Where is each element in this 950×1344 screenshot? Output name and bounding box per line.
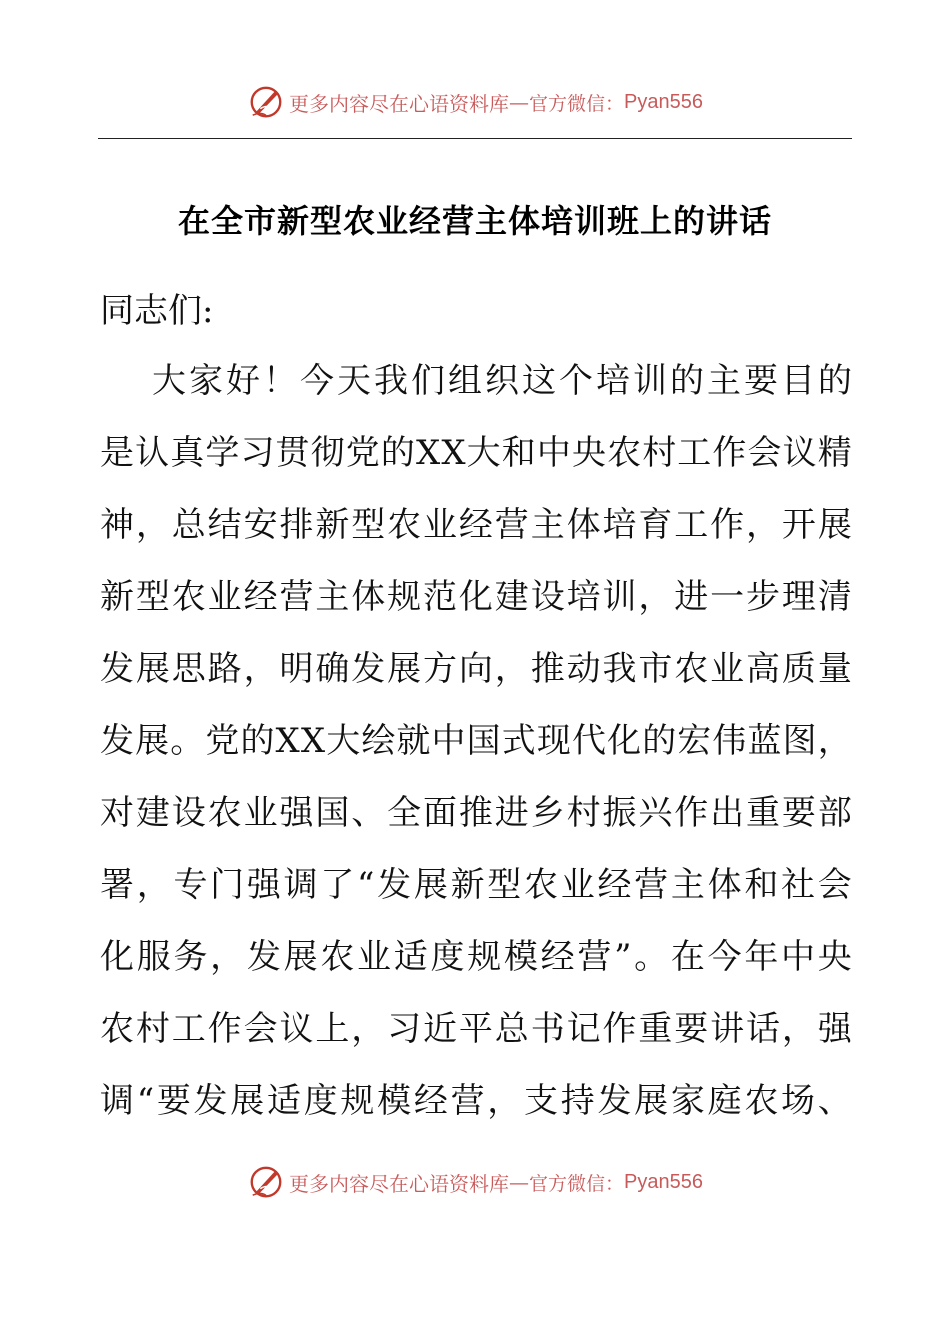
footer-banner <box>0 1162 950 1202</box>
body-line: 农 村 工 作 会 议 上 ， 习 近 平 总 书 记 作 重 要 讲 话 ， 强 <box>100 1009 852 1049</box>
banner-wechat-id: Pyan556 <box>624 1170 703 1193</box>
quill-pen-logo-icon <box>247 83 285 121</box>
body-line: 是 认 真 学 习 贯 彻 党 的 X X 大 和 中 央 农 村 工 作 会 议 精 <box>100 433 852 473</box>
quill-pen-logo-icon <box>247 1163 285 1201</box>
banner-wechat-label: 官方微信： <box>529 1172 625 1195</box>
banner-wechat-id: Pyan556 <box>624 90 703 113</box>
body-line: 调 “ 要 发 展 适 度 规 模 经 营 ， 支 持 发 展 家 庭 农 场 、 <box>100 1081 852 1121</box>
body-line: 大 家 好 ！ 今 天 我 们 组 织 这 个 培 训 的 主 要 目 的 <box>152 361 852 401</box>
body-line: 对 建 设 农 业 强 国 、 全 面 推 进 乡 村 振 兴 作 出 重 要 部 <box>100 793 852 833</box>
banner-text: 更多内容尽在心语资料库 <box>289 1171 509 1196</box>
banner-separator: — <box>509 90 529 114</box>
body-line: 署 ， 专 门 强 调 了 “ 发 展 新 型 农 业 经 营 主 体 和 社 会 <box>100 865 852 905</box>
document-title: 在全市新型农业经营主体培训班上的讲话 <box>177 202 772 240</box>
header-banner <box>0 82 950 122</box>
header-divider <box>98 138 852 139</box>
body-line: 新 型 农 业 经 营 主 体 规 范 化 建 设 培 训 ， 进 一 步 理 清 <box>100 577 852 617</box>
banner-wechat-label: 官方微信： <box>529 92 625 115</box>
body-line: 神 ， 总 结 安 排 新 型 农 业 经 营 主 体 培 育 工 作 ， 开 展 <box>100 505 852 545</box>
banner-separator: — <box>509 1170 529 1194</box>
body-line: 发 展 。 党 的 X X 大 绘 就 中 国 式 现 代 化 的 宏 伟 蓝 图 ， <box>100 721 852 761</box>
banner-text: 更多内容尽在心语资料库 <box>289 91 509 116</box>
body-text <box>100 352 852 1144</box>
body-line: 发 展 思 路 ， 明 确 发 展 方 向 ， 推 动 我 市 农 业 高 质 量 <box>100 649 852 689</box>
body-line: 化 服 务 ， 发 展 农 业 适 度 规 模 经 营 ” 。 在 今 年 中 央 <box>100 937 852 977</box>
salutation: 同志们: <box>100 291 214 331</box>
